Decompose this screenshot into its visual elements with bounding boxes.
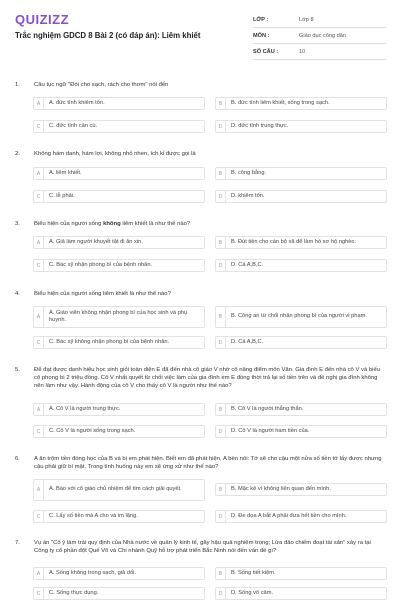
question-text: Câu tục ngữ "Đói cho sạch, rách cho thơm" nói đến xyxy=(34,82,169,88)
option-c[interactable] xyxy=(33,336,205,349)
option-text: A. Giáo viên không nhận phong bì của học sinh và phụ huynh. xyxy=(49,309,188,323)
option-text: B. đức tính liêm khiết, sống trong sạch. xyxy=(231,99,330,106)
option-text: B. Đút tiền cho cán bộ xã để làm hồ sơ hộ nghèo. xyxy=(231,238,357,245)
option-text: B. Sống tiết kiệm. xyxy=(231,569,276,576)
option-d[interactable] xyxy=(215,259,387,272)
meta-key: SỐ CÂU : xyxy=(253,48,279,55)
option-letter: B xyxy=(216,307,226,327)
question-1 xyxy=(15,81,387,89)
option-d[interactable] xyxy=(215,510,387,523)
option-letter: D xyxy=(216,191,226,202)
option-letter: D xyxy=(216,426,226,437)
option-letter: A xyxy=(34,237,44,248)
option-text: D. đức tính trung thực. xyxy=(231,122,289,129)
option-d[interactable] xyxy=(215,425,387,438)
option-text: C. Cô V là người sống trong sạch. xyxy=(49,427,136,434)
option-c[interactable] xyxy=(33,120,205,133)
option-text: B. Cô V là người thẳng thắn. xyxy=(231,405,304,412)
option-letter: D xyxy=(216,588,226,599)
option-a[interactable] xyxy=(33,167,205,180)
question-text: A ăn trộm tiền đóng học của B và bị em phát hiện. Biết em đã phát hiện, A bèn nói: Tớ sẽ cho cậu một nửa số tiền tớ lấy được nhưng cậu phải giữ bí mật. Trong tình huống này em sẽ ứng xử như thế nào? xyxy=(34,456,382,470)
option-a[interactable] xyxy=(33,479,205,501)
option-letter: B xyxy=(216,168,226,179)
question-text-part: Biểu hiện của người sống xyxy=(34,221,104,227)
option-letter: D xyxy=(216,260,226,271)
question-text: Không hám danh, hám lợi, không nhỏ nhen, ích kỉ được gọi là xyxy=(34,151,196,157)
option-text: B. Mặc kệ vì không liên quan đến mình. xyxy=(231,485,331,492)
option-text: D. Cả A,B,C. xyxy=(231,338,264,345)
option-d[interactable] xyxy=(215,190,387,203)
option-letter: D xyxy=(216,511,226,522)
question-5 xyxy=(15,366,387,390)
option-letter: C xyxy=(34,511,44,522)
option-b[interactable] xyxy=(215,567,387,580)
option-text: A. Sống không trong sạch, giả dối. xyxy=(49,569,136,576)
option-text: C. lễ phải. xyxy=(49,192,75,199)
meta-table xyxy=(253,12,386,60)
option-text: D. Sống vô cảm. xyxy=(231,589,274,596)
option-text: A. Báo với cô giáo chủ nhiệm để tìm cách giải quyết. xyxy=(49,486,182,493)
option-text: C. Sống thực dụng. xyxy=(49,589,99,596)
option-letter: A xyxy=(34,168,44,179)
meta-row-count xyxy=(253,44,386,60)
option-text: C. đức tính cần cù. xyxy=(49,122,98,129)
option-a[interactable] xyxy=(33,306,205,328)
option-c[interactable] xyxy=(33,190,205,203)
question-6 xyxy=(15,455,387,471)
question-number: 4. xyxy=(15,291,20,297)
option-text: B. công bằng. xyxy=(231,169,267,176)
option-d[interactable] xyxy=(215,587,387,600)
question-text: Biểu hiện của người sống liêm khiết là như thế nào? xyxy=(34,291,171,297)
option-c[interactable] xyxy=(33,510,205,523)
option-text: B. Công an từ chối nhận phong bì của người vi phạm. xyxy=(231,313,367,320)
option-letter: C xyxy=(34,588,44,599)
meta-key: MÔN : xyxy=(253,32,270,39)
option-b[interactable] xyxy=(215,97,387,110)
option-a[interactable] xyxy=(33,567,205,580)
meta-value: Lớp 8 xyxy=(299,16,314,23)
option-text: C. Bác sỹ nhận phong bì của bệnh nhân. xyxy=(49,261,153,268)
page-title: Trắc nghiệm GDCD 8 Bài 2 (có đáp án): Liêm khiết xyxy=(15,31,201,40)
meta-key: LỚP : xyxy=(253,16,269,23)
option-c[interactable] xyxy=(33,259,205,272)
option-text: C. Lấy số tiền mà A cho và im lặng. xyxy=(49,512,138,519)
option-text: D. Cả A,B,C. xyxy=(231,261,264,268)
option-letter: C xyxy=(34,260,44,271)
option-d[interactable] xyxy=(215,336,387,349)
option-letter: C xyxy=(34,426,44,437)
page-header xyxy=(0,0,400,72)
option-text: A. đức tính khiêm tốn. xyxy=(49,99,105,106)
option-text: D. Cô V là người ham tiền của. xyxy=(231,427,310,434)
option-letter: C xyxy=(34,337,44,348)
question-7 xyxy=(15,539,387,555)
option-d[interactable] xyxy=(215,120,387,133)
option-a[interactable] xyxy=(33,236,205,249)
question-3 xyxy=(15,220,387,228)
option-letter: A xyxy=(34,307,44,327)
question-text-emphasis: không xyxy=(103,221,121,227)
option-text: D. khiêm tốn. xyxy=(231,192,265,199)
question-2 xyxy=(15,150,387,158)
option-text: D. Đe dọa A bắt A phải đưa hết tiền cho mình. xyxy=(231,512,347,519)
option-b[interactable] xyxy=(215,167,387,180)
option-letter: A xyxy=(34,480,44,500)
option-b[interactable] xyxy=(215,236,387,249)
quizizz-logo: QUIZIZZ xyxy=(15,12,70,27)
option-letter: A xyxy=(34,568,44,579)
question-number: 1. xyxy=(15,82,20,88)
option-a[interactable] xyxy=(33,97,205,110)
question-text: Vụ án "Cố ý làm trái quy định của Nhà nước về quản lý kinh tế, gây hậu quả nghiêm trọng; Lừa đảo chiếm đoạt tài sản" xảy ra tại Công ty cổ phần đột Quế Võ và Chi nhánh Quỹ hỗ trợ phát triển Bắc Ninh nói đến vấn đề gì? xyxy=(34,540,371,554)
option-text: C. Bác sỹ không nhận phong bì của bệnh nhân. xyxy=(49,338,170,345)
meta-value: 10 xyxy=(299,48,306,55)
question-number: 5. xyxy=(15,367,20,373)
question-number: 7. xyxy=(15,540,20,546)
question-number: 6. xyxy=(15,456,20,462)
option-letter: D xyxy=(216,121,226,132)
option-letter: A xyxy=(34,404,44,415)
option-text: A. Giả làm người khuyết tật đi ăn xin. xyxy=(49,238,143,245)
option-letter: A xyxy=(34,98,44,109)
option-c[interactable] xyxy=(33,425,205,438)
option-letter: B xyxy=(216,404,226,415)
option-letter: C xyxy=(34,191,44,202)
option-letter: B xyxy=(216,484,226,495)
question-number: 2. xyxy=(15,151,20,157)
option-c[interactable] xyxy=(33,587,205,600)
meta-value: Giáo dục công dân xyxy=(299,32,346,39)
option-b[interactable] xyxy=(215,306,387,328)
question-text: Để đạt được danh hiệu học sinh giỏi toàn diện E đã đến nhà cô giáo V nhờ cô nâng điểm môn Văn. Gia đình E đến nhà cô V và biếu cô phong bì 2 triệu đồng. Cô V nhất quyết từ chối việc làm của gia đình em E đồng thời trả lại số tiền trên và đề nghị gia đình không nên làm như vậy. Hành động của cô V cho thấy cô V là người như thế nào? xyxy=(34,367,381,389)
meta-row-class xyxy=(253,12,386,28)
question-4 xyxy=(15,290,387,298)
option-b[interactable] xyxy=(215,483,387,496)
option-text: A. Cô V là người trung thực. xyxy=(49,405,121,412)
option-text: A. liêm khiết. xyxy=(49,169,82,176)
option-letter: B xyxy=(216,568,226,579)
option-letter: D xyxy=(216,337,226,348)
option-letter: C xyxy=(34,121,44,132)
question-number: 3. xyxy=(15,221,20,227)
question-text-part: liêm khiết là như thế nào? xyxy=(120,221,191,227)
option-letter: B xyxy=(216,237,226,248)
option-a[interactable] xyxy=(33,403,205,416)
meta-row-subject xyxy=(253,28,386,44)
question-text xyxy=(34,220,387,228)
option-letter: B xyxy=(216,98,226,109)
option-b[interactable] xyxy=(215,403,387,416)
